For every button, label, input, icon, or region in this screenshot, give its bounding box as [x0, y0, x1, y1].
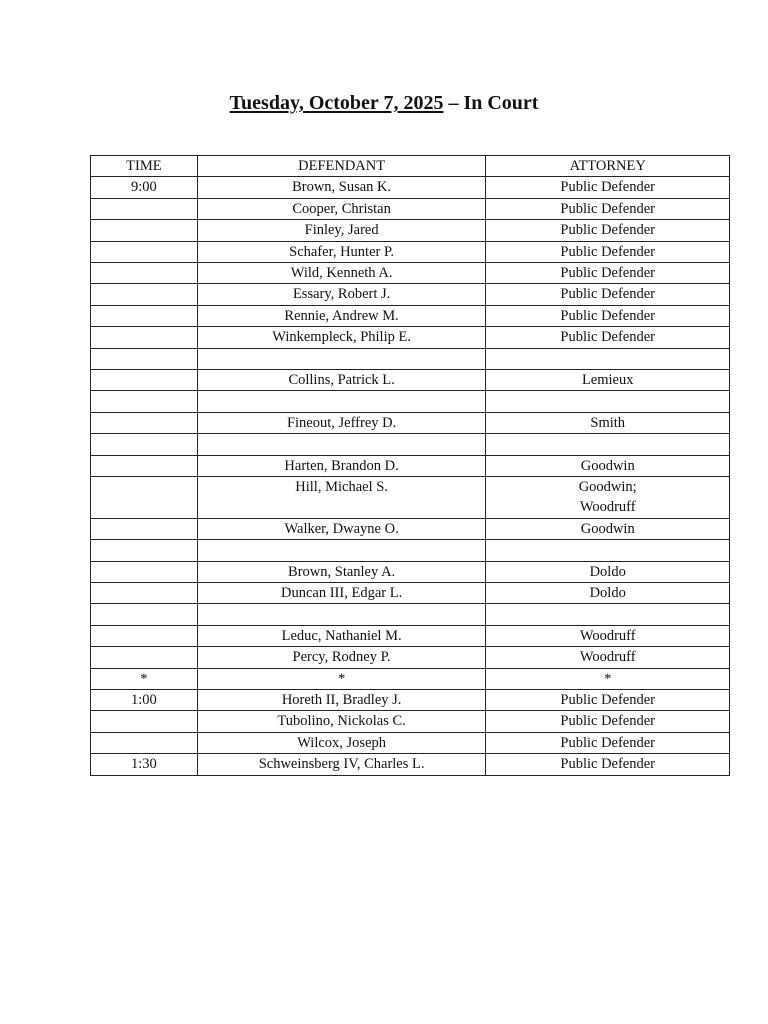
cell-time	[91, 220, 198, 241]
cell-attorney	[486, 241, 730, 262]
table-body	[91, 177, 730, 775]
cell-attorney	[486, 690, 730, 711]
cell-time	[91, 455, 198, 476]
table-row	[91, 177, 730, 198]
cell-defendant: Horeth II, Bradley J.	[197, 690, 486, 711]
table-row	[91, 455, 730, 476]
page-title	[0, 92, 768, 115]
attorney-name: Public Defender	[560, 243, 656, 260]
cell-defendant: Finley, Jared	[197, 220, 486, 241]
cell-attorney	[486, 711, 730, 732]
table-row	[91, 668, 730, 689]
attorney-name: Woodruff	[579, 499, 636, 516]
cell-time	[91, 391, 198, 412]
cell-attorney	[486, 647, 730, 668]
table-row	[91, 732, 730, 753]
table-row	[91, 391, 730, 412]
cell-attorney	[486, 220, 730, 241]
cell-attorney	[486, 732, 730, 753]
attorney-name: Woodruff	[579, 627, 636, 644]
cell-defendant: Brown, Stanley A.	[197, 561, 486, 582]
cell-time	[91, 412, 198, 433]
attorney-name: Goodwin;	[578, 479, 637, 496]
cell-time	[91, 370, 198, 391]
cell-time	[91, 327, 198, 348]
attorney-name: Public Defender	[560, 756, 656, 773]
table-row	[91, 370, 730, 391]
table-row	[91, 220, 730, 241]
title-date: Tuesday, October 7, 2025	[229, 92, 444, 114]
cell-attorney	[486, 477, 730, 519]
table-row	[91, 348, 730, 369]
header-time: TIME	[91, 156, 198, 177]
cell-time	[91, 540, 198, 561]
cell-attorney	[486, 391, 730, 412]
cell-defendant	[197, 434, 486, 455]
table-row	[91, 625, 730, 646]
attorney-name: Public Defender	[560, 200, 656, 217]
cell-defendant: Percy, Rodney P.	[197, 647, 486, 668]
attorney-name: Public Defender	[560, 692, 656, 709]
attorney-name: *	[604, 670, 612, 687]
cell-defendant: Brown, Susan K.	[197, 177, 486, 198]
attorney-name: Public Defender	[560, 179, 656, 196]
table-row	[91, 647, 730, 668]
cell-defendant	[197, 348, 486, 369]
table-row	[91, 241, 730, 262]
cell-defendant: Leduc, Nathaniel M.	[197, 625, 486, 646]
cell-time	[91, 604, 198, 625]
cell-defendant: Rennie, Andrew M.	[197, 305, 486, 326]
cell-attorney	[486, 583, 730, 604]
cell-time	[91, 348, 198, 369]
cell-defendant	[197, 391, 486, 412]
cell-time	[91, 263, 198, 284]
cell-time	[91, 625, 198, 646]
table-row	[91, 540, 730, 561]
cell-time	[91, 711, 198, 732]
cell-attorney	[486, 754, 730, 775]
cell-attorney	[486, 348, 730, 369]
attorney-name: Public Defender	[560, 307, 656, 324]
table-row	[91, 412, 730, 433]
cell-time: 1:00	[91, 690, 198, 711]
attorney-name: Public Defender	[560, 713, 656, 730]
table-row	[91, 198, 730, 219]
cell-attorney	[486, 518, 730, 539]
cell-defendant	[197, 540, 486, 561]
table-row	[91, 561, 730, 582]
cell-attorney	[486, 668, 730, 689]
cell-time	[91, 434, 198, 455]
cell-attorney	[486, 455, 730, 476]
cell-defendant: Wild, Kenneth A.	[197, 263, 486, 284]
cell-defendant: Schweinsberg IV, Charles L.	[197, 754, 486, 775]
table-row	[91, 434, 730, 455]
attorney-name: Lemieux	[581, 372, 634, 389]
attorney-name: Goodwin	[580, 457, 635, 474]
table-row	[91, 477, 730, 519]
cell-time	[91, 284, 198, 305]
cell-defendant: Fineout, Jeffrey D.	[197, 412, 486, 433]
cell-defendant	[197, 604, 486, 625]
table-row	[91, 518, 730, 539]
cell-defendant: Duncan III, Edgar L.	[197, 583, 486, 604]
attorney-name: Doldo	[589, 585, 626, 602]
cell-attorney	[486, 327, 730, 348]
court-docket-table	[90, 155, 730, 776]
cell-time	[91, 198, 198, 219]
table-row	[91, 263, 730, 284]
cell-defendant: Winkempleck, Philip E.	[197, 327, 486, 348]
cell-attorney	[486, 412, 730, 433]
table-row	[91, 690, 730, 711]
cell-time	[91, 583, 198, 604]
cell-defendant: Collins, Patrick L.	[197, 370, 486, 391]
cell-time	[91, 732, 198, 753]
table-row	[91, 305, 730, 326]
table-row	[91, 583, 730, 604]
cell-defendant: Walker, Dwayne O.	[197, 518, 486, 539]
attorney-name: Goodwin	[580, 520, 635, 537]
header-defendant: DEFENDANT	[197, 156, 486, 177]
cell-time	[91, 647, 198, 668]
title-suffix: – In Court	[443, 92, 539, 114]
cell-time: 1:30	[91, 754, 198, 775]
cell-time	[91, 518, 198, 539]
cell-defendant: Wilcox, Joseph	[197, 732, 486, 753]
cell-defendant: Essary, Robert J.	[197, 284, 486, 305]
header-attorney: ATTORNEY	[486, 156, 730, 177]
cell-attorney	[486, 561, 730, 582]
cell-defendant: Schafer, Hunter P.	[197, 241, 486, 262]
cell-attorney	[486, 370, 730, 391]
cell-defendant: *	[197, 668, 486, 689]
cell-defendant: Harten, Brandon D.	[197, 455, 486, 476]
cell-attorney	[486, 177, 730, 198]
cell-attorney	[486, 198, 730, 219]
attorney-name: Public Defender	[560, 265, 656, 282]
attorney-name: Public Defender	[560, 734, 656, 751]
attorney-name: Woodruff	[579, 649, 636, 666]
cell-attorney	[486, 434, 730, 455]
attorney-name: Doldo	[589, 563, 626, 580]
table-row	[91, 754, 730, 775]
table-row	[91, 604, 730, 625]
table-row	[91, 711, 730, 732]
table-row	[91, 327, 730, 348]
attorney-name: Smith	[590, 414, 626, 431]
cell-defendant: Hill, Michael S.	[197, 477, 486, 519]
table-row	[91, 284, 730, 305]
cell-defendant: Tubolino, Nickolas C.	[197, 711, 486, 732]
cell-time	[91, 305, 198, 326]
cell-attorney	[486, 284, 730, 305]
cell-attorney	[486, 625, 730, 646]
cell-attorney	[486, 540, 730, 561]
attorney-name: Public Defender	[560, 329, 656, 346]
cell-defendant: Cooper, Christan	[197, 198, 486, 219]
attorney-name: Public Defender	[560, 222, 656, 239]
cell-attorney	[486, 305, 730, 326]
cell-time	[91, 477, 198, 519]
cell-time: 9:00	[91, 177, 198, 198]
table-header-row	[91, 156, 730, 177]
attorney-name: Public Defender	[560, 286, 656, 303]
cell-time	[91, 561, 198, 582]
cell-attorney	[486, 604, 730, 625]
cell-time	[91, 241, 198, 262]
cell-time: *	[91, 668, 198, 689]
cell-attorney	[486, 263, 730, 284]
